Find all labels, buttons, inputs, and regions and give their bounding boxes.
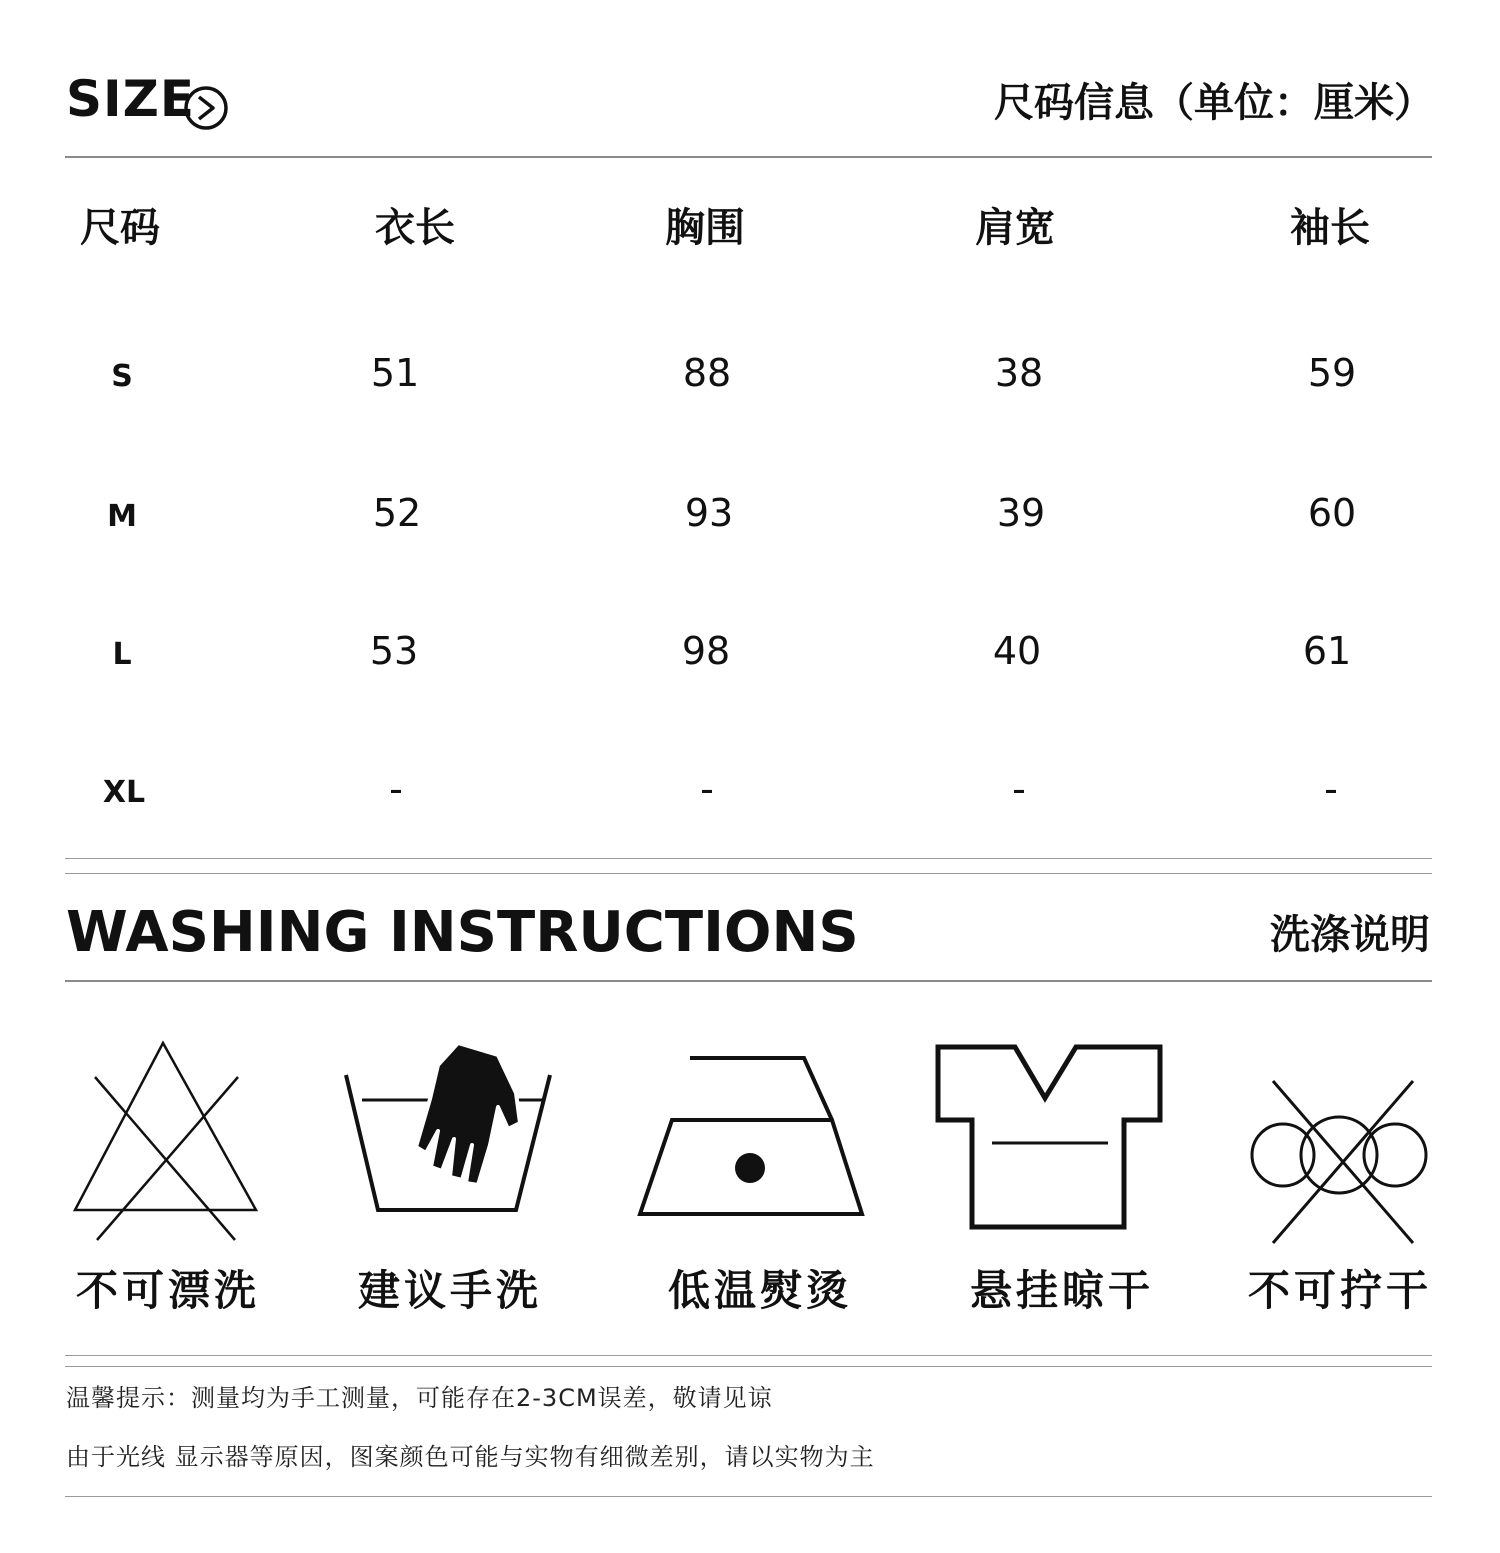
table-cell: - xyxy=(700,767,714,811)
circle-arrow-right-icon xyxy=(182,84,230,132)
header-length: 衣长 xyxy=(375,205,455,251)
divider xyxy=(65,1496,1432,1497)
hang-dry-icon xyxy=(930,1040,1170,1235)
table-cell: 61 xyxy=(1302,629,1352,673)
no-wring-label: 不可拧干 xyxy=(1247,1266,1433,1315)
table-cell: - xyxy=(1324,767,1338,811)
tip-line-2: 由于光线 显示器等原因，图案颜色可能与实物有细微差别，请以实物为主 xyxy=(66,1443,875,1471)
size-info-title: 尺码信息（单位：厘米） xyxy=(994,80,1434,126)
table-cell: - xyxy=(389,767,403,811)
tip-line-1: 温馨提示：测量均为手工测量，可能存在2-3CM误差，敬请见谅 xyxy=(66,1384,773,1412)
table-cell: 60 xyxy=(1307,491,1357,535)
hand-wash-label: 建议手洗 xyxy=(357,1266,543,1315)
hand-wash-icon xyxy=(338,1035,558,1220)
divider xyxy=(65,1355,1432,1356)
low-temp-iron-icon xyxy=(632,1050,872,1225)
row-label-xl: XL xyxy=(102,775,146,810)
header-size: 尺码 xyxy=(80,205,160,251)
low-temp-iron-label: 低温熨烫 xyxy=(667,1266,853,1315)
divider xyxy=(65,873,1432,874)
divider xyxy=(65,156,1432,158)
header-shoulder: 肩宽 xyxy=(975,205,1055,251)
header-chest: 胸围 xyxy=(665,205,745,251)
no-bleach-label: 不可漂洗 xyxy=(75,1266,261,1315)
table-cell: 98 xyxy=(681,629,731,673)
table-cell: 38 xyxy=(994,351,1044,395)
table-cell: 53 xyxy=(369,629,419,673)
hang-dry-label: 悬挂晾干 xyxy=(969,1266,1155,1315)
row-label-l: L xyxy=(112,637,132,672)
table-cell: 93 xyxy=(684,491,734,535)
table-cell: - xyxy=(1012,767,1026,811)
divider xyxy=(65,980,1432,982)
table-cell: 59 xyxy=(1307,351,1357,395)
no-wring-icon xyxy=(1245,1075,1435,1250)
header-sleeve: 袖长 xyxy=(1290,205,1370,251)
table-cell: 39 xyxy=(996,491,1046,535)
no-bleach-icon xyxy=(70,1035,265,1250)
table-cell: 52 xyxy=(372,491,422,535)
washing-title-cn: 洗涤说明 xyxy=(1270,912,1430,958)
table-cell: 40 xyxy=(992,629,1042,673)
table-cell: 88 xyxy=(682,351,732,395)
row-label-m: M xyxy=(107,499,137,534)
divider xyxy=(65,1366,1432,1367)
divider xyxy=(65,858,1432,859)
row-label-s: S xyxy=(111,359,133,394)
size-title: SIZE xyxy=(66,70,196,128)
table-cell: 51 xyxy=(370,351,420,395)
washing-title: WASHING INSTRUCTIONS xyxy=(66,900,859,965)
